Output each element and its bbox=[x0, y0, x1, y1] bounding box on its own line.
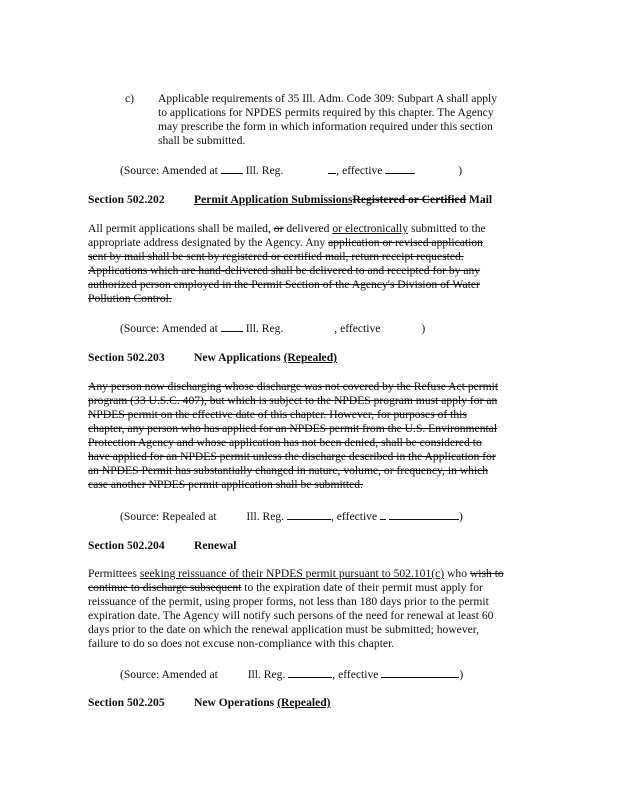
s204-line-5: days prior to the date on which the renewal application must be submitted; however, bbox=[88, 623, 480, 636]
s202-line-2: appropriate address designated by the Agency. Any application or revised application bbox=[88, 236, 483, 249]
s203-line-8: case another NPDES permit application shall be submitted. bbox=[88, 478, 363, 491]
section-502-205-heading bbox=[88, 696, 331, 710]
source-note-502-204: (Source: Amended at Ill. Reg. , effective ) bbox=[120, 668, 464, 681]
s204-line-3: reissuance of the permit, using proper forms, not less than 180 days prior to the permit bbox=[88, 595, 489, 608]
item-c-line-3: may prescribe the form in which information required under this section bbox=[158, 120, 493, 133]
section-title: Renewal bbox=[194, 539, 237, 552]
section-502-204-heading bbox=[88, 539, 237, 553]
item-c-line-2: to applications for NPDES permits required by this chapter. The Agency bbox=[158, 106, 494, 119]
s204-line-2: continue to discharge subsequent to the expiration date of their permit must apply for bbox=[88, 581, 483, 594]
s202-line-5: authorized person employed in the Permit Section of the Agency's Division of Water bbox=[88, 278, 480, 291]
section-number: Section 502.205 bbox=[88, 696, 165, 709]
s204-line-4: expiration date. The Agency will notify such persons of the need for renewal at least 60 bbox=[88, 609, 494, 622]
item-c-line-4: shall be submitted. bbox=[158, 134, 246, 147]
s204-line-1: Permittees seeking reissuance of their NPDES permit pursuant to 502.101(c) who wish to bbox=[88, 567, 504, 580]
source-note-502-203: (Source: Repealed at Ill. Reg. , effective ) bbox=[120, 510, 463, 523]
s202-line-6: Pollution Control. bbox=[88, 292, 172, 305]
s202-line-4: Applications which are hand-delivered shall be delivered to and receipted for by any bbox=[88, 264, 481, 277]
section-number: Section 502.202 bbox=[88, 193, 165, 206]
section-number: Section 502.204 bbox=[88, 539, 165, 552]
s203-line-5: Protection Agency and whose application has not been denied, shall be considered to bbox=[88, 436, 482, 449]
section-502-203-heading bbox=[88, 351, 338, 365]
section-502-202-heading bbox=[88, 193, 493, 207]
s203-line-1: Any person now discharging whose discharge was not covered by the Refuse Act permit bbox=[88, 380, 499, 393]
s203-line-6: have applied for an NPDES permit unless the discharge described in the Application for bbox=[88, 450, 496, 463]
s203-line-3: NPDES permit on the effective date of this chapter. However, for purposes of this bbox=[88, 408, 467, 421]
s203-line-2: program (33 U.S.C. 407), but which is subject to the NPDES program must apply for an bbox=[88, 394, 498, 407]
s203-line-4: chapter, any person who has applied for an NPDES permit from the U.S. Environmental bbox=[88, 422, 498, 435]
source-note-item-c: (Source: Amended at Ill. Reg. , effective ) bbox=[120, 164, 463, 177]
section-title: New Operations (Repealed) bbox=[194, 696, 331, 709]
item-c-label: c) bbox=[125, 92, 135, 105]
item-c-line-1: Applicable requirements of 35 Ill. Adm. Code 309: Subpart A shall apply bbox=[158, 92, 498, 105]
s202-line-3: sent by mail shall be sent by registered or certified mail, return receipt requested. bbox=[88, 250, 464, 263]
s202-line-1: All permit applications shall be mailed, or delivered or electronically submitted to the bbox=[88, 222, 486, 235]
section-title: New Applications (Repealed) bbox=[194, 351, 338, 364]
source-note-502-202: (Source: Amended at Ill. Reg. , effective ) bbox=[120, 322, 426, 335]
section-number: Section 502.203 bbox=[88, 351, 165, 364]
s203-line-7: an NPDES Permit has substantially changed in nature, volume, or frequency, in which bbox=[88, 464, 489, 477]
section-title: Permit Application SubmissionsRegistered or Certified Mail bbox=[194, 193, 493, 206]
s204-line-6: failure to do so does not excuse non-compliance with this chapter. bbox=[88, 637, 395, 650]
